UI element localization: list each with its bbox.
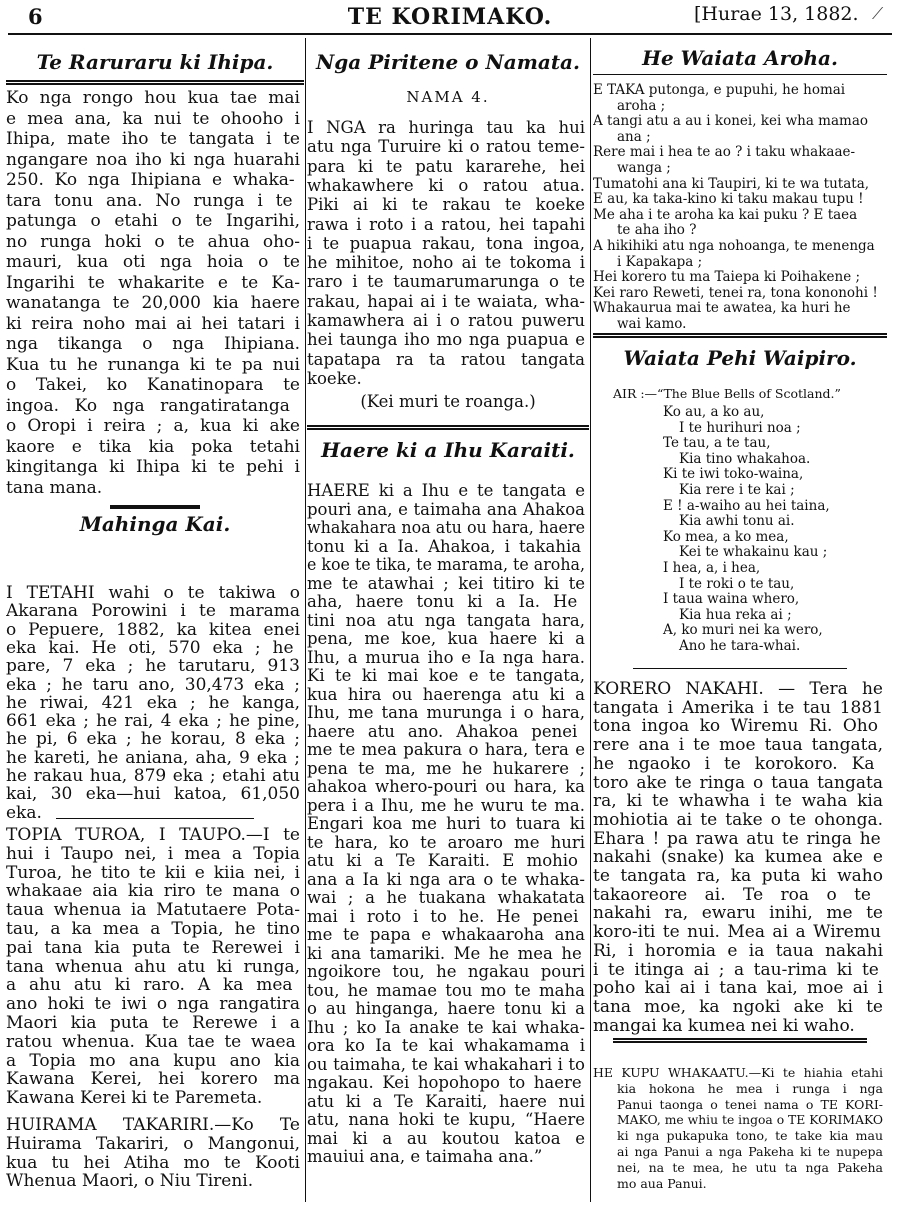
nakahi-line: tona ingoa ko Wiremu Ri. Oho (593, 716, 878, 737)
nakahi-line: toro ake te ringa o taua tangata (593, 772, 883, 793)
raruraru-line: Ihipa, mate iho te tangata i te (6, 129, 300, 149)
short-rule (633, 668, 847, 669)
haere-line: me te papa e whakaaroha ana (307, 925, 585, 944)
headline-raruraru: Te Raruraru ki Ihipa. (36, 50, 274, 74)
section-rule (593, 333, 887, 338)
pehi-line: Te tau, a te tau, (663, 435, 771, 452)
piritene-line: koeke. (307, 368, 362, 388)
raruraru-line: mauri, kua oti nga hoia o te (6, 252, 300, 272)
haere-line: ngakau. Kei hopohopo to haere (307, 1073, 582, 1092)
mahinga-line: he riwai, 421 eka ; he kanga, (6, 692, 300, 713)
kupu-line: kia hokona he mea i runga i nga (617, 1080, 883, 1096)
mahinga-line: o Pepuere, 1882, ka kitea enei (6, 619, 300, 640)
piritene-line: raro i te taumarumarunga o te (307, 272, 585, 292)
piritene-line: i te puapua rakau, tona ingoa, (307, 233, 585, 253)
headline-pehi-waipiro: Waiata Pehi Waipiro. (623, 346, 857, 370)
section-rule (6, 80, 304, 85)
nakahi-line: koro-iti te nui. Mea ai a Wiremu (593, 922, 881, 943)
kupu-line: ki nga pukapuka tono, te take kia mau (617, 1128, 883, 1144)
haere-line: atu ki a Te Karaiti, haere nui (307, 1091, 585, 1111)
masthead-rule (8, 33, 892, 35)
pehi-line: Ki te iwi toko-waina, (663, 466, 804, 483)
section-rule (593, 74, 887, 75)
haere-line: whakahara noa atu ou hara, haere (307, 518, 585, 537)
kupu-line: HE KUPU WHAKAATU.—Ki te hiahia etahi (593, 1065, 883, 1080)
page-number: 6 (28, 4, 43, 29)
haere-line: ahakoa whero-pouri ou hara, ka (307, 777, 585, 796)
piritene-line: whakawhere ki o ratou atua. (307, 175, 585, 195)
topia-line: Kawana Kerei, hei korero ma (6, 1069, 300, 1090)
kupu-line: ai nga Panui a nga Pakeha ki te nupepa (617, 1144, 883, 1159)
short-rule (56, 818, 254, 819)
haere-line: e koe te tika, te marama, te aroha, (307, 555, 585, 574)
column-divider (305, 38, 306, 1202)
topia-line: Maori kia puta te Rerewe i a (6, 1013, 300, 1033)
pehi-line: Ko au, a ko au, (663, 404, 765, 420)
haere-line: pena te ma, me he hukarere ; (307, 758, 585, 778)
raruraru-line: Kua tu he runanga ki te pa nui (6, 354, 300, 375)
mahinga-line: eka ; he taru ano, 30,473 eka ; (6, 674, 300, 695)
haere-line: tini noa atu nga tangata hara, (307, 610, 585, 630)
piritene-line: rakau, hapai ai i te waiata, wha- (307, 291, 585, 311)
raruraru-line: kaore e tika kia poka tetahi (6, 436, 300, 457)
raruraru-line: kingitanga ki Ihipa ki te pehi i (6, 457, 300, 477)
pehi-line: Kia rere i te kai ; (679, 482, 795, 498)
pehi-line: Ano he tara-whai. (679, 638, 801, 654)
topia-line: a ahu atu ki raro. A ka mea (6, 975, 293, 996)
huirama-line: kua tu hei Atiha mo te Kooti (6, 1152, 300, 1173)
nakahi-line: he ngaoko i te korokoro. Ka (593, 753, 875, 774)
raruraru-line: tana mana. (6, 477, 103, 498)
nakahi-line: te tangata ra, ka puta ki waho (593, 866, 883, 886)
haere-line: atu ki a Te Karaiti. E mohio (307, 851, 578, 870)
corner-fold-icon: ⟋ (872, 4, 884, 23)
mahinga-line: he kareti, he aniana, aha, 9 eka ; (6, 747, 300, 768)
piritene-line: atu nga Turuire ki o ratou teme- (307, 137, 585, 157)
aroha-line: Me aha i te aroha ka kai puku ? E taea (593, 206, 858, 223)
aroha-line: Rere mai i hea te ao ? i taku whakaae- (593, 144, 856, 161)
aroha-line: A hikihiki atu nga nohoanga, te menenga (593, 238, 875, 254)
haere-line: wai ; a he tuakana whakatata (307, 888, 585, 907)
nakahi-line: rere ana i te moe taua tangata, (593, 735, 883, 756)
nakahi-line: Ehara ! pa rawa atu te ringa he (593, 828, 881, 849)
haere-line: Engari koa me huri to tuara ki (307, 814, 585, 833)
topia-line: whakaae aia kia riro te mana o (6, 881, 300, 902)
huirama-line: Whenua Maori, o Niu Tireni. (6, 1171, 254, 1192)
pehi-line: I taua waina whero, (663, 591, 800, 608)
column-2 (307, 38, 589, 1202)
mahinga-line: pare, 7 eka ; he tarutaru, 913 (6, 656, 300, 677)
haere-line: ana a Ia ki nga ara o te whaka- (307, 869, 585, 889)
piritene-line: Piki ai ki te rakau te koeke (307, 195, 585, 215)
pehi-line: Kia awhi tonu ai. (679, 513, 795, 530)
aroha-line: te aha iho ? (617, 222, 697, 239)
aroha-line: aroha ; (617, 97, 666, 114)
section-rule (613, 1038, 867, 1043)
nakahi-line: nakahi ra, ewaru inihi, me te (593, 903, 883, 924)
column-1 (6, 38, 304, 1202)
topia-line: TOPIA TUROA, I TAUPO.—I te (6, 825, 300, 845)
continued-note: (Kei muri te roanga.) (360, 392, 536, 411)
pehi-line: Kia tino whakahoa. (679, 450, 811, 467)
haere-line: aha, haere tonu ki a Ia. He (307, 592, 578, 611)
topia-line: ratou whenua. Kua tae te waea (6, 1031, 296, 1052)
topia-line: taua whenua ia Matutaere Pota- (6, 900, 300, 921)
huirama-line: Huirama Takariri, o Mangonui, (6, 1133, 300, 1154)
piritene-line: tapatapa ra ta ratou tangata (307, 349, 585, 369)
piritene-line: rawa i roto i a ratou, hei tapahi (307, 214, 585, 234)
piritene-line: hei taunga iho mo nga puapua e (307, 330, 585, 350)
haere-line: haere atu ano. Ahakoa penei (307, 721, 578, 741)
haere-line: HAERE ki a Ihu e te tangata e (307, 481, 585, 500)
haere-line: tou, he mamae tou mo te maha (307, 980, 585, 1000)
section-rule (307, 425, 589, 430)
haere-line: Ihu, me tana murunga i o hara, (307, 703, 585, 722)
haere-line: ora ko Ia te kai whakamama i (307, 1036, 585, 1055)
topia-line: ano hoki te iwi o nga rangatira (6, 994, 300, 1015)
haere-line: atu, nana hoki te kupu, “Haere (307, 1110, 585, 1129)
haere-line: pena, me koe, kua haere ki a (307, 629, 585, 648)
raruraru-line: wanatanga te 20,000 kia haere (6, 293, 300, 313)
mahinga-line: I TETAHI wahi o te takiwa o (6, 583, 300, 603)
haere-line: kua hira ou haerenga atu ki a (307, 684, 585, 704)
nakahi-line: i te itinga ai ; a tau-rima ki te (593, 959, 879, 980)
raruraru-line: tara tonu ana. No runga i te (6, 190, 293, 211)
nakahi-line: takaoreore ai. Te roa o te (593, 884, 871, 905)
piritene-line: para ki te patu kararehe, hei (307, 156, 585, 176)
nakahi-line: KORERO NAKAHI. — Tera he (593, 679, 883, 699)
raruraru-line: o Oropi i reira ; a, kua ki ake (6, 416, 300, 436)
mahinga-line: Akarana Porowini i te marama (6, 601, 300, 622)
haere-line: me te mea pakura o hara, tera e (307, 740, 585, 759)
topia-line: pai tana kia puta te Rerewei i (6, 937, 300, 958)
aroha-line: i Kapakapa ; (617, 253, 703, 270)
kupu-line: Panui taonga o tenei nama o TE KORI- (617, 1096, 883, 1112)
piritene-line: he mihitoe, noho ai te tokoma i (307, 253, 585, 273)
ornamental-rule (6, 494, 304, 513)
aroha-line: E TAKA putonga, e pupuhi, he homai (593, 82, 846, 98)
aroha-line: Kei raro Reweti, tenei ra, tona kononohi ! (593, 284, 878, 301)
pehi-line: Kia hua reka ai ; (679, 606, 792, 623)
headline-haere: Haere ki a Ihu Karaiti. (321, 438, 575, 462)
newspaper-title: TE KORIMAKO. (347, 4, 553, 30)
raruraru-line: ngangare noa iho ki nga huarahi (6, 149, 300, 170)
mahinga-line: kai, 30 eka—hui katoa, 61,050 (6, 784, 300, 805)
haere-line: Ihu ; ko Ia anake te kai whaka- (307, 1017, 585, 1037)
haere-line: mauiui ana, e taimaha ana.” (307, 1147, 543, 1166)
column-3 (593, 38, 887, 1202)
nakahi-line: Ri, i horomia e ia taua nakahi (593, 940, 883, 961)
mahinga-line: eka kai. He oti, 570 eka ; he (6, 637, 294, 658)
raruraru-line: patunga o etahi o te Ingarihi, (6, 211, 300, 231)
headline-mahinga-kai: Mahinga Kai. (79, 512, 231, 536)
column-divider (590, 38, 591, 1202)
haere-line: te hara, ko te aroaro me huri (307, 832, 585, 852)
aroha-line: ana ; (617, 128, 651, 145)
raruraru-line: 250. Ko nga Ihipiana e whaka- (6, 170, 295, 190)
haere-line: pera i a Ihu, me he wuru te ma. (307, 795, 585, 815)
nakahi-line: mohiotia ai te take o te ohonga. (593, 809, 883, 830)
kupu-line: MAKO, me whiu te ingoa o TE KORIMAKO (617, 1112, 883, 1128)
haere-line: me te atawhai ; kei titiro ki te (307, 573, 585, 593)
pehi-line: I te hurihuri noa ; (679, 419, 801, 436)
aroha-line: A tangi atu a au i konei, kei wha mamao (593, 113, 868, 130)
haere-line: pouri ana, e taimaha ana Ahakoa (307, 499, 585, 519)
pehi-line: E ! a-waiho au hei taina, (663, 497, 830, 514)
haere-line: mai i roto i to he. He penei (307, 906, 579, 926)
haere-line: Ihu, a murua iho e Ia nga hara. (307, 647, 585, 667)
topia-line: a Topia mo ana kupu ano kia (6, 1050, 300, 1071)
nakahi-line: ra, ki te whawha i te waha kia (593, 791, 883, 812)
haere-line: ngoikore tou, he ngakau pouri (307, 962, 585, 981)
mahinga-line: he rakau hua, 879 eka ; etahi atu (6, 766, 300, 786)
huirama-line: HUIRAMA TAKARIRI.—Ko Te (6, 1115, 300, 1135)
raruraru-line: ki reira noho mai ai hei tatari i (6, 313, 300, 334)
raruraru-line: nga tikanga o nga Ihipiana. (6, 334, 300, 354)
pehi-line: Kei te whakainu kau ; (679, 544, 828, 561)
raruraru-line: e mea ana, ka nui te ohooho i (6, 108, 300, 129)
aroha-line: E au, ka taka-kino ki taku makau tupu ! (593, 191, 864, 208)
piritene-line: I NGA ra huringa tau ka hui (307, 118, 585, 137)
aroha-line: Hei korero tu ma Taiepa ki Poihakene ; (593, 269, 861, 286)
pehi-line: I te roki o te tau, (679, 575, 795, 592)
topia-line: hui i Taupo nei, i mea a Topia (6, 843, 300, 864)
mahinga-line: 661 eka ; he rai, 4 eka ; he pine, (6, 711, 300, 732)
haere-line: o au hinganga, haere tonu ki a (307, 999, 585, 1018)
nakahi-line: mangai ka kumea nei ki waho. (593, 1015, 855, 1036)
piritene-line: kamawhera ai i o ratou puweru (307, 311, 585, 330)
topia-line: Turoa, he tito te kii e kiia nei, i (6, 862, 300, 883)
headline-waiata-aroha: He Waiata Aroha. (642, 46, 838, 70)
raruraru-line: Ingarihi te whakarite e te Ka- (6, 272, 300, 293)
nakahi-line: nakahi (snake) ka kumea ake e (593, 847, 883, 868)
kupu-line: nei, na te mea, he utu ta nga Pakeha (617, 1159, 883, 1175)
topia-line: tau, a ka mea a Topia, he tino (6, 919, 300, 939)
kupu-line: mo aua Panui. (617, 1175, 707, 1191)
aroha-line: wanga ; (617, 160, 671, 176)
nakahi-line: poho kai ai i tana kai, moe ai i (593, 978, 883, 999)
aroha-line: wai kamo. (617, 316, 687, 332)
pehi-line: A, ko muri nei ka wero, (663, 622, 823, 639)
haere-line: ki ana tamariki. Me he mea he (307, 943, 582, 963)
topia-line: tana whenua ahu atu ki runga, (6, 956, 300, 977)
raruraru-line: ingoa. Ko nga rangatiratanga (6, 395, 290, 416)
aroha-line: Whakaurua mai te awatea, ka huri he (593, 300, 851, 317)
mahinga-line: eka. (6, 802, 42, 823)
pehi-line: Ko mea, a ko mea, (663, 528, 789, 545)
haere-line: mai ki a au koutou katoa e (307, 1128, 585, 1148)
raruraru-line: Ko nga rongo hou kua tae mai (6, 88, 300, 108)
nakahi-line: tangata i Amerika i te tau 1881 (593, 697, 883, 718)
topia-line: Kawana Kerei ki te Paremeta. (6, 1088, 263, 1109)
tune-note: AIR :—“The Blue Bells of Scotland.” (613, 386, 841, 401)
haere-line: Ki te ki mai koe e te tangata, (307, 666, 585, 685)
raruraru-line: o Takei, ko Kanatinopara te (6, 375, 300, 395)
haere-line: tonu ki a Ia. Ahakoa, i takahia (307, 536, 582, 556)
raruraru-line: no runga hoki o te ahua oho- (6, 231, 300, 252)
issue-date: [Hurae 13, 1882. (694, 3, 859, 25)
haere-line: ou taimaha, te kai whakahari i to (307, 1054, 585, 1074)
masthead (0, 0, 900, 38)
headline-piritene: Nga Piritene o Namata. (316, 50, 580, 74)
aroha-line: Tumatohi ana ki Taupiri, ki te wa tutata, (593, 175, 870, 192)
piritene-number: NAMA 4. (406, 88, 490, 106)
pehi-line: I hea, a, i hea, (663, 560, 761, 576)
mahinga-line: he pi, 6 eka ; he korau, 8 eka ; (6, 729, 300, 750)
nakahi-line: tana moe, ka ngoki ake ki te (593, 996, 883, 1017)
